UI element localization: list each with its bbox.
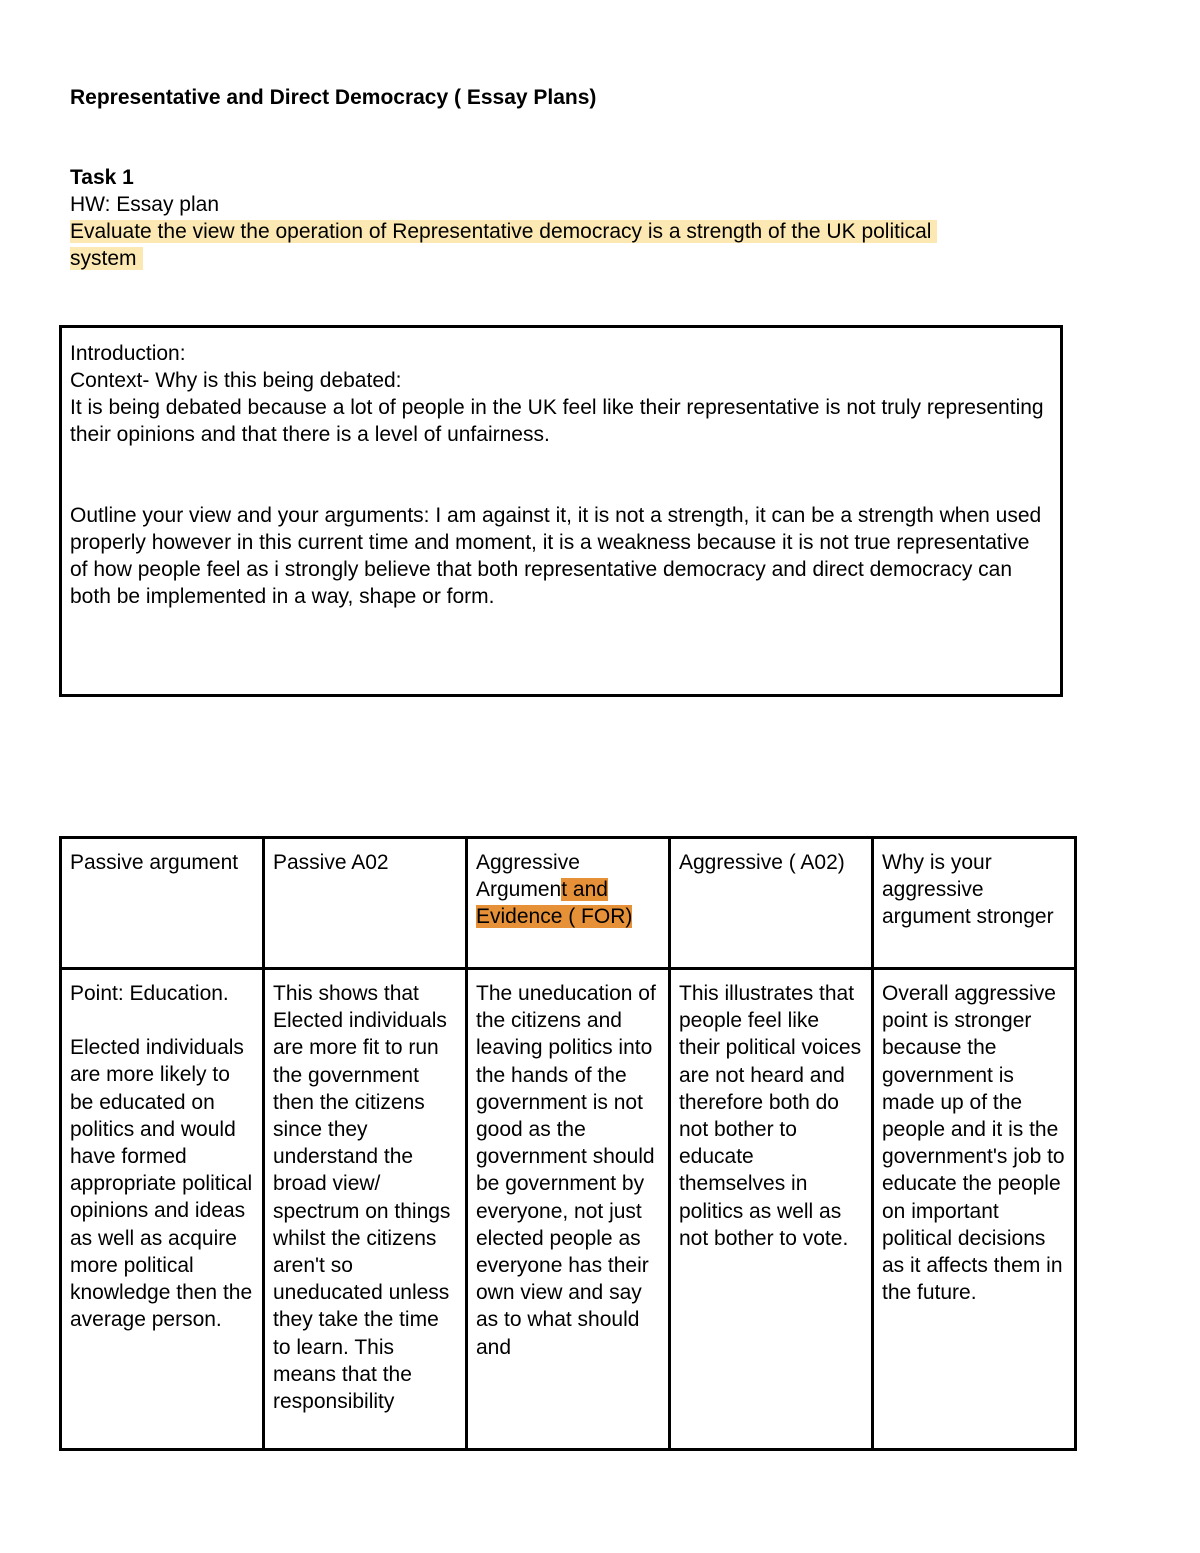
header-why-stronger: Why is your aggressive argument stronger [873,838,1076,969]
task-section [70,164,1070,272]
header-passive-argument: Passive argument [61,838,264,969]
task-label: Task 1 [70,166,134,189]
header-aggressive-argument-plain: Aggressive Argumen [476,851,580,902]
spacer [70,448,1050,502]
cell-why-stronger: Overall aggressive point is stronger because the government is made up of the people and it is the government's job to educate the people on important political decisions as it affects them in the future. [873,969,1076,1450]
context-text: It is being debated because a lot of people in the UK feel like their representative is not truly representing their opinions and that there is a level of unfairness. [70,396,1044,446]
spacer [70,1007,254,1034]
cell-aggressive-a02: This illustrates that people feel like their political voices are not heard and therefore both do not bother to educate themselves in politics as well as not bother to vote. [670,969,873,1450]
passive-point: Point: Education. [70,982,229,1005]
header-aggressive-argument [467,838,670,969]
essay-plan-table [59,836,1077,1451]
essay-prompt-line-2: system [70,247,143,270]
cell-passive-argument [61,969,264,1450]
header-passive-a02: Passive A02 [264,838,467,969]
document-title: Representative and Direct Democracy ( Essay Plans) [70,86,597,109]
cell-passive-a02: This shows that Elected individuals are more fit to run the government then the citizens since they understand the broad view/ spectrum on things whilst the citizens aren't so uneducated unless they take the time to learn. This means that the responsibility [264,969,467,1450]
essay-prompt-line-1: Evaluate the view the operation of Representative democracy is a strength of the UK political [70,220,937,243]
context-label: Context- Why is this being debated: [70,369,402,392]
passive-argument-text: Elected individuals are more likely to be educated on politics and would have formed appropriate political opinions and ideas as well as acquire more political knowledge then the average person. [70,1036,253,1332]
essay-prompt [70,218,1070,272]
table-row [61,969,1076,1450]
header-aggressive-argument-highlight: t and Evidence ( FOR) [476,878,633,929]
introduction-box [59,325,1063,697]
header-aggressive-a02: Aggressive ( A02) [670,838,873,969]
introduction-heading: Introduction: [70,342,186,365]
outline-text: Outline your view and your arguments: I am against it, it is not a strength, it can be a strength when used properly however in this current time and moment, it is a weakness because it is not true representative of how people feel as i strongly believe that both representative democracy and direct democracy can both be implemented in a way, shape or form. [70,504,1042,608]
homework-line: HW: Essay plan [70,193,219,216]
cell-aggressive-argument: The uneducation of the citizens and leaving politics into the hands of the government is not good as the government should be government by everyone, not just elected people as everyone has their own view and say as to what should and [467,969,670,1450]
table-header-row [61,838,1076,969]
